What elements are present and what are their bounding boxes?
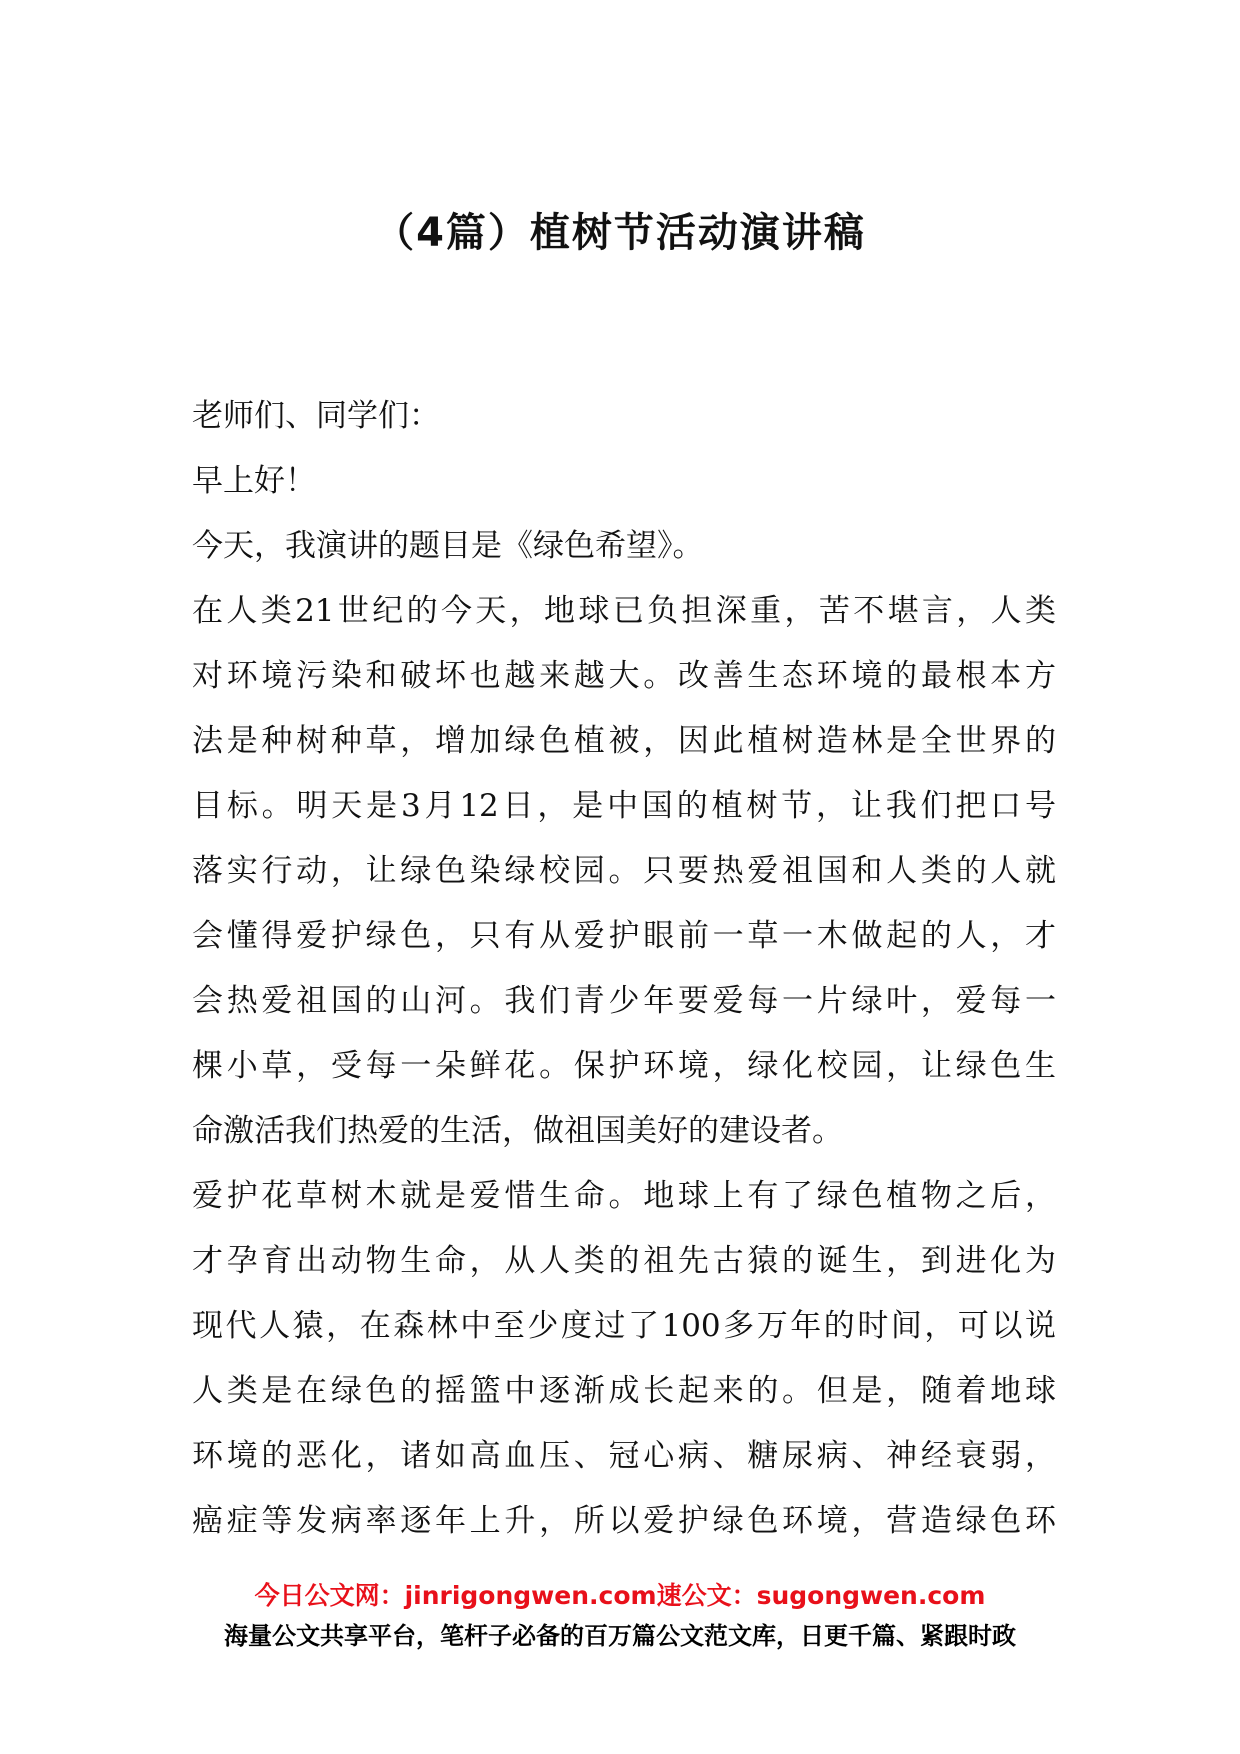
body-line: 爱护花草树木就是爱惜生命。地球上有了绿色植物之后， xyxy=(192,1178,1056,1214)
body-line: 落实行动，让绿色染绿校园。只要热爱祖国和人类的人就 xyxy=(192,853,1056,889)
document-body xyxy=(192,384,1056,1554)
footer-website-links[interactable]: 今日公文网：jinrigongwen.com速公文：sugongwen.com xyxy=(254,1581,986,1610)
body-line: 法是种树种草，增加绿色植被，因此植树造林是全世界的 xyxy=(192,723,1056,759)
body-line: 人类是在绿色的摇篮中逐渐成长起来的。但是，随着地球 xyxy=(192,1373,1056,1409)
footer-tagline: 海量公文共享平台，笔杆子必备的百万篇公文范文库，日更千篇、紧跟时政 xyxy=(224,1622,1016,1650)
document-title: （4篇）植树节活动演讲稿 xyxy=(374,210,866,256)
body-line: 在人类21世纪的今天，地球已负担深重，苦不堪言，人类 xyxy=(192,593,1056,629)
body-line: 才孕育出动物生命，从人类的祖先古猿的诞生，到进化为 xyxy=(192,1243,1056,1279)
body-line: 目标。明天是3月12日，是中国的植树节，让我们把口号 xyxy=(192,788,1056,824)
body-line: 命激活我们热爱的生活，做祖国美好的建设者。 xyxy=(192,1113,843,1149)
page-footer xyxy=(0,1578,1240,1656)
body-line: 老师们、同学们： xyxy=(192,398,440,434)
body-line: 今天，我演讲的题目是《绿色希望》。 xyxy=(192,528,704,564)
body-line: 会懂得爱护绿色，只有从爱护眼前一草一木做起的人，才 xyxy=(192,918,1056,954)
body-line: 癌症等发病率逐年上升，所以爱护绿色环境，营造绿色环 xyxy=(192,1503,1056,1539)
body-line: 环境的恶化，诸如高血压、冠心病、糖尿病、神经衰弱， xyxy=(192,1438,1056,1474)
body-line: 对环境污染和破坏也越来越大。改善生态环境的最根本方 xyxy=(192,658,1056,694)
body-line: 棵小草，受每一朵鲜花。保护环境，绿化校园，让绿色生 xyxy=(192,1048,1056,1084)
body-line: 早上好！ xyxy=(192,463,316,499)
body-line: 会热爱祖国的山河。我们青少年要爱每一片绿叶，爱每一 xyxy=(192,983,1056,1019)
body-line: 现代人猿，在森林中至少度过了100多万年的时间，可以说 xyxy=(192,1308,1056,1344)
